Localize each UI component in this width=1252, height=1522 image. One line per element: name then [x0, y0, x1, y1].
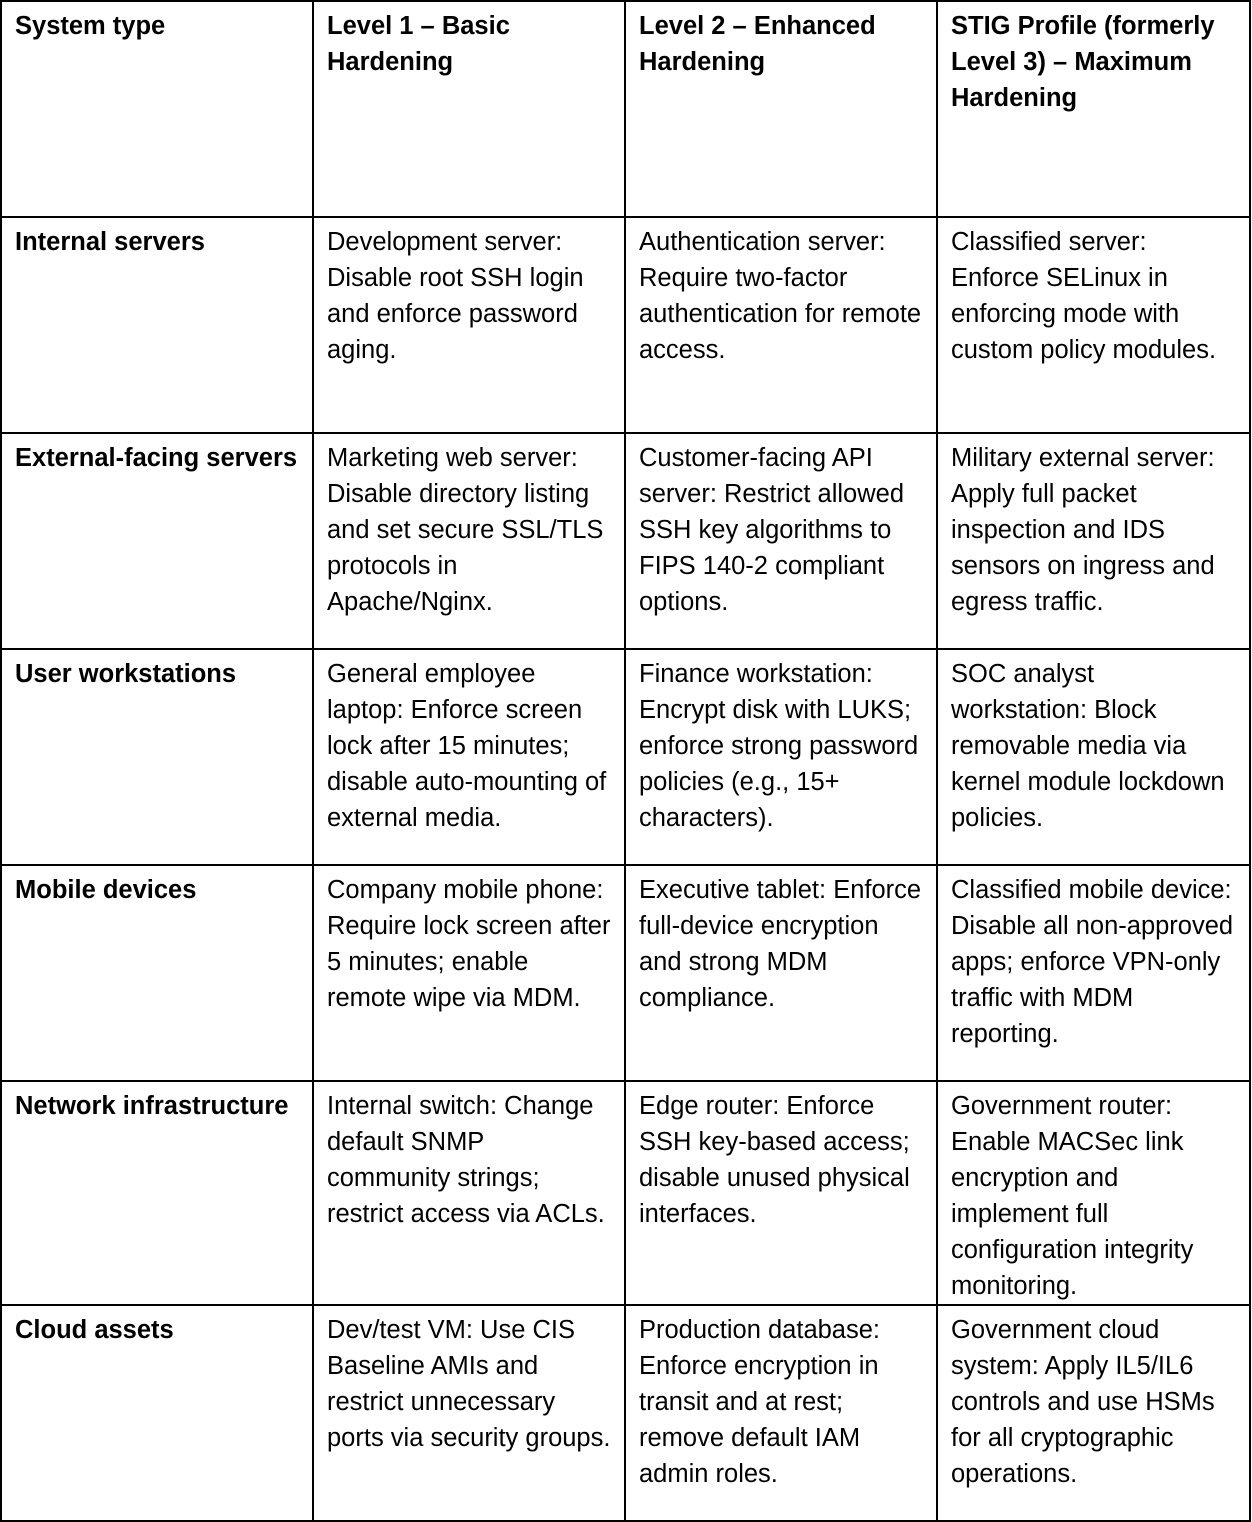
table-row: [1, 649, 1250, 865]
cell-level-1: Company mobile phone: Require lock screen after 5 minutes; enable remote wipe via MDM.: [313, 865, 625, 1081]
header-level-2: Level 2 – Enhanced Hardening: [625, 1, 937, 217]
row-system-type: Cloud assets: [1, 1305, 313, 1521]
row-system-type: Network infrastructure: [1, 1081, 313, 1305]
header-level-1: Level 1 – Basic Hardening: [313, 1, 625, 217]
cell-level-2: Customer-facing API server: Restrict allowed SSH key algorithms to FIPS 140-2 compliant options.: [625, 433, 937, 649]
cell-level-1: Dev/test VM: Use CIS Baseline AMIs and restrict unnecessary ports via security groups.: [313, 1305, 625, 1521]
row-system-type: Internal servers: [1, 217, 313, 433]
header-stig-profile: STIG Profile (formerly Level 3) – Maximum Hardening: [937, 1, 1250, 217]
cell-stig: SOC analyst workstation: Block removable media via kernel module lockdown policies.: [937, 649, 1250, 865]
cell-level-1: General employee laptop: Enforce screen lock after 15 minutes; disable auto-mounting of external media.: [313, 649, 625, 865]
header-system-type: System type: [1, 1, 313, 217]
table-row: [1, 433, 1250, 649]
cell-stig: Government router: Enable MACSec link encryption and implement full configuration integrity monitoring.: [937, 1081, 1250, 1305]
cell-level-2: Production database: Enforce encryption in transit and at rest; remove default IAM admin roles.: [625, 1305, 937, 1521]
cell-level-2: Edge router: Enforce SSH key-based access; disable unused physical interfaces.: [625, 1081, 937, 1305]
table-row: [1, 1081, 1250, 1305]
table-row: [1, 217, 1250, 433]
cell-stig: Classified mobile device: Disable all non-approved apps; enforce VPN-only traffic with MDM reporting.: [937, 865, 1250, 1081]
table-row: [1, 865, 1250, 1081]
cell-level-1: Development server: Disable root SSH login and enforce password aging.: [313, 217, 625, 433]
cell-level-2: Authentication server: Require two-factor authentication for remote access.: [625, 217, 937, 433]
row-system-type: Mobile devices: [1, 865, 313, 1081]
cell-level-2: Finance workstation: Encrypt disk with LUKS; enforce strong password policies (e.g., 15+ characters).: [625, 649, 937, 865]
table-row: [1, 1305, 1250, 1521]
cell-stig: Government cloud system: Apply IL5/IL6 controls and use HSMs for all cryptographic operations.: [937, 1305, 1250, 1521]
cell-level-2: Executive tablet: Enforce full-device encryption and strong MDM compliance.: [625, 865, 937, 1081]
header-row: [1, 1, 1250, 217]
cell-stig: Classified server: Enforce SELinux in enforcing mode with custom policy modules.: [937, 217, 1250, 433]
cell-level-1: Marketing web server: Disable directory listing and set secure SSL/TLS protocols in Apache/Nginx.: [313, 433, 625, 649]
row-system-type: External-facing servers: [1, 433, 313, 649]
cell-stig: Military external server: Apply full packet inspection and IDS sensors on ingress and egress traffic.: [937, 433, 1250, 649]
cell-level-1: Internal switch: Change default SNMP community strings; restrict access via ACLs.: [313, 1081, 625, 1305]
row-system-type: User workstations: [1, 649, 313, 865]
